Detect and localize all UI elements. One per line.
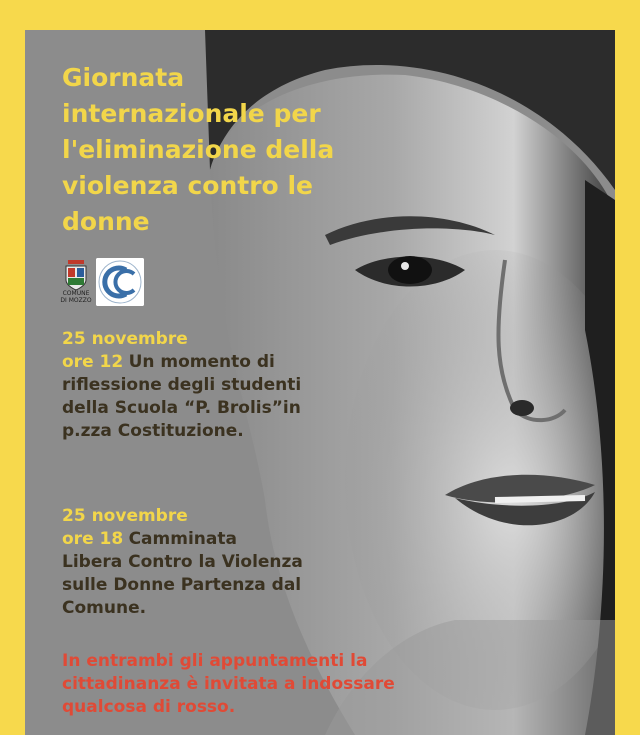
event-1-description-inline: Un momento di [128,352,275,372]
event-2-description: Libera Contro la Violenza sulle Donne Partenza dal Comune. [62,552,303,618]
page-title: Giornata internazionale per l'eliminazione della violenza contro le donne [62,63,335,236]
poster [25,30,615,735]
event-2-time: ore 18 [62,529,124,549]
red-clothing-note: In entrambi gli appuntamenti la cittadinanza è invitata a indossare qualcosa di rosso. [62,651,395,717]
event-1-date: 25 novembre [62,329,188,349]
event-1 [62,328,342,443]
comune-label: COMUNE DI MOZZO [60,290,92,304]
event-2-description-inline: Camminata [128,529,237,549]
event-2-date: 25 novembre [62,506,188,526]
event-1-description: riflessione degli studenti della Scuola “P. Brolis”in p.zza Costituzione. [62,375,302,441]
event-2 [62,505,342,620]
event-1-time: ore 12 [62,352,124,372]
association-logo-icon [96,258,144,306]
